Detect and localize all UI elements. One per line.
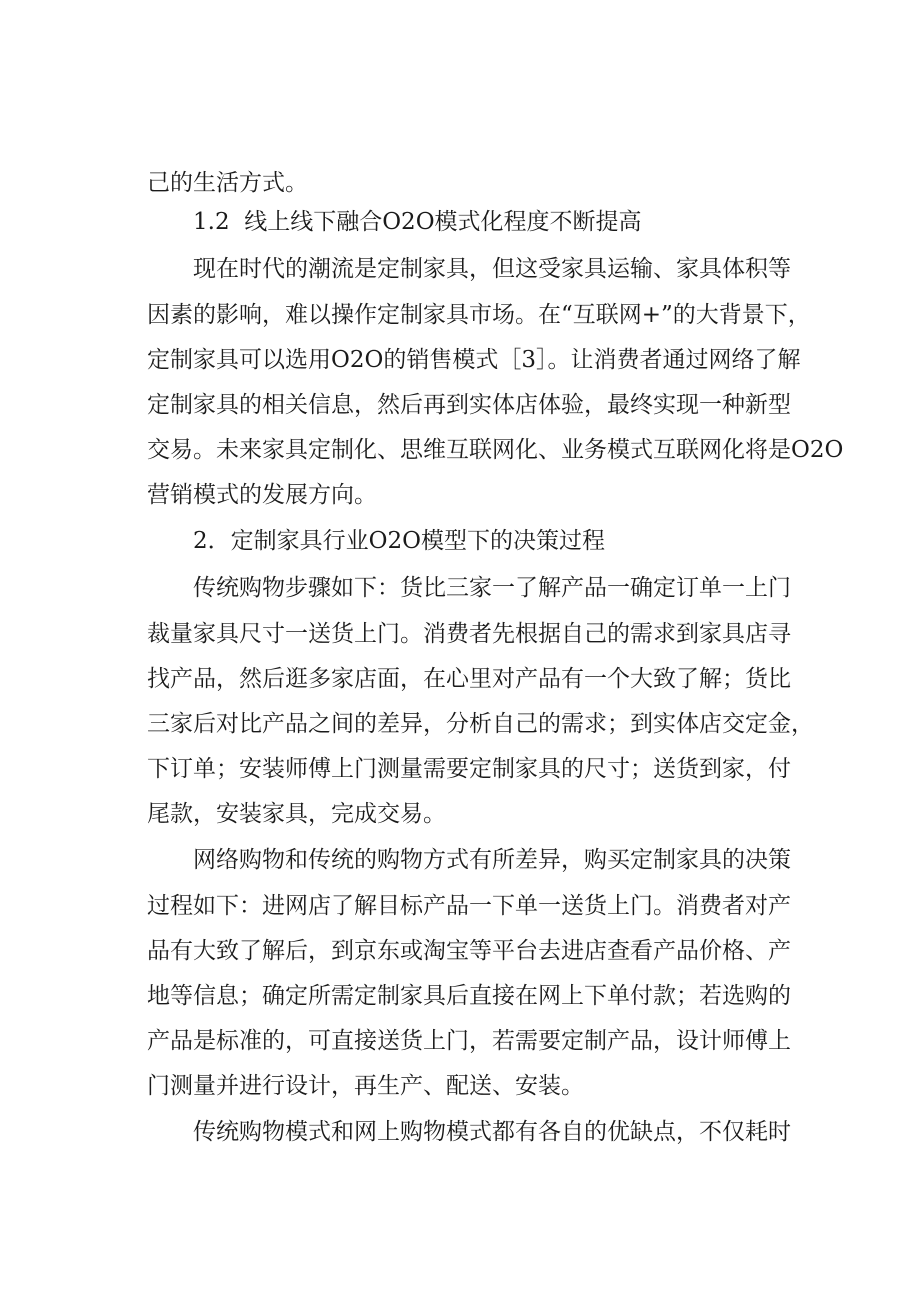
body-line: 传统购物步骤如下：货比三家一了解产品一确定订单一上门 — [193, 575, 791, 601]
body-line: 尾款，安装家具，完成交易。 — [147, 801, 446, 827]
section-heading-1-2: 1.2 线上线下融合O2O模式化程度不断提高 — [193, 209, 642, 235]
body-line: 过程如下：进网店了解目标产品一下单一送货上门。消费者对产 — [147, 893, 791, 919]
body-line: 找产品，然后逛多家店面，在心里对产品有一个大致了解；货比 — [147, 666, 791, 692]
body-line: 产品是标准的，可直接送货上门，若需要定制产品，设计师傅上 — [147, 1028, 791, 1054]
section-heading-2: 2．定制家具行业O2O模型下的决策过程 — [193, 528, 605, 554]
body-line: 定制家具的相关信息，然后再到实体店体验，最终实现一种新型 — [147, 392, 791, 418]
body-line: 传统购物模式和网上购物模式都有各自的优缺点，不仅耗时 — [193, 1119, 791, 1145]
body-line: 营销模式的发展方向。 — [147, 482, 377, 508]
body-line: 三家后对比产品之间的差异，分析自己的需求；到实体店交定金， — [147, 711, 814, 737]
body-line: 裁量家具尺寸一送货上门。消费者先根据自己的需求到家具店寻 — [147, 621, 791, 647]
body-line: 定制家具可以选用O2O的销售模式［3］。让消费者通过网络了解 — [147, 347, 801, 373]
body-line: 下订单；安装师傅上门测量需要定制家具的尺寸；送货到家，付 — [147, 756, 791, 782]
body-line: 门测量并进行设计，再生产、配送、安装。 — [147, 1073, 584, 1099]
body-line: 地等信息；确定所需定制家具后直接在网上下单付款；若选购的 — [147, 983, 791, 1009]
body-line-continuation: 己的生活方式。 — [147, 170, 308, 196]
body-line: 因素的影响，难以操作定制家具市场。在“互联网+”的大背景下， — [147, 302, 811, 328]
body-line: 交易。未来家具定制化、思维互联网化、业务模式互联网化将是O2O — [147, 437, 844, 463]
body-line: 现在时代的潮流是定制家具，但这受家具运输、家具体积等 — [193, 256, 791, 282]
body-line: 品有大致了解后，到京东或淘宝等平台去进店查看产品价格、产 — [147, 938, 791, 964]
body-line: 网络购物和传统的购物方式有所差异，购买定制家具的决策 — [193, 847, 791, 873]
